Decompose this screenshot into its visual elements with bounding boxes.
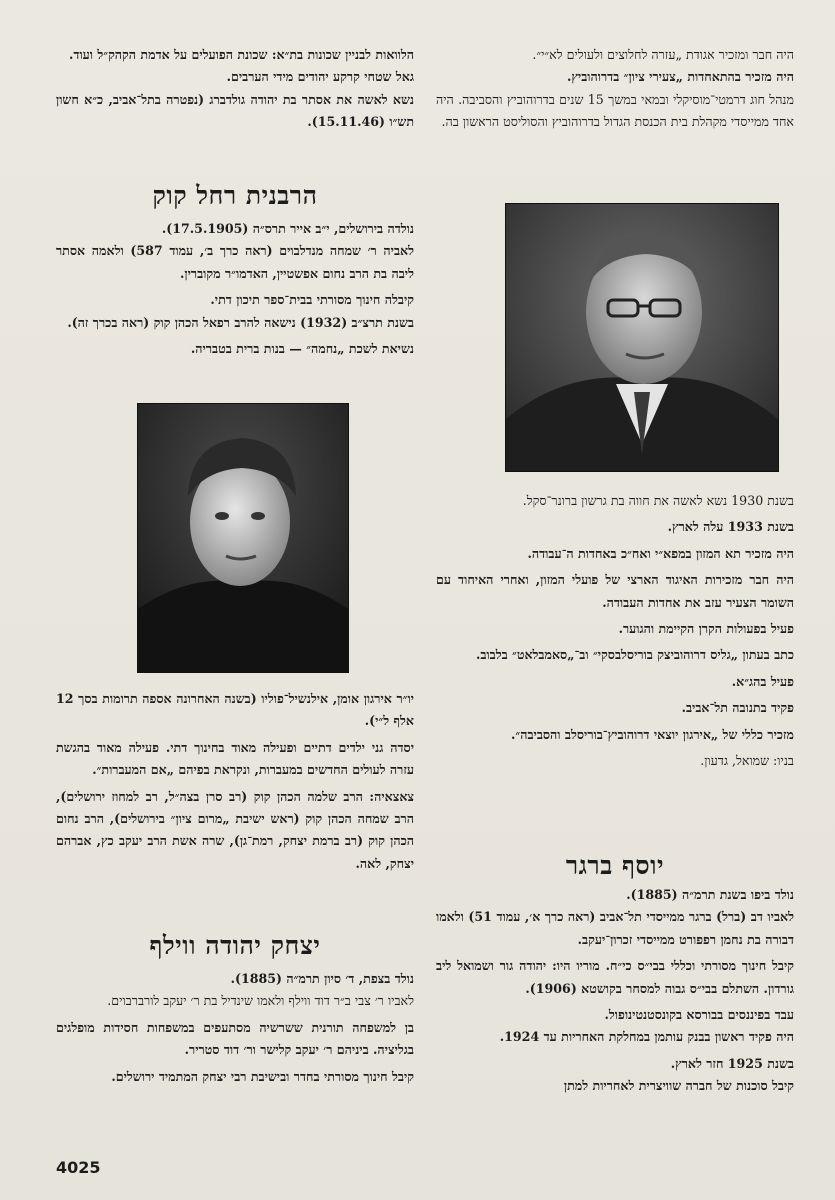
paragraph: לאביה ר׳ שמחה מנדלבוים (ראה כרך ב׳, עמוד 587) ולאמה אסתר ליבה בת הרב נחום אפשטיין, האדמו״ר מקוברין.	[56, 243, 414, 281]
entry-kook	[56, 178, 414, 360]
paragraph: הלוואות לבניין שכונות בת״א: שכונת הפועלים על אדמת הקהק״ל ועוד.	[69, 47, 414, 62]
paragraph: בשנת 1933 עלה לארץ.	[667, 519, 794, 535]
paragraph: נשא לאשה את אסתר בת יהודה גולדברג (נפטרה בתל־אביב, כ״א חשון תש״ו (15.11.46).	[56, 91, 414, 130]
paragraph: עבד בפיננסים בבורסא בקונסטנטינופול.	[604, 1007, 794, 1023]
portrait-photo-man	[505, 203, 779, 472]
entry-heading: יוסף ברגר	[565, 851, 665, 880]
entry-heading: יצחק יהודה ווילף	[149, 931, 321, 960]
paragraph: קיבל חינוך מסורתי וכללי בבי״ס כי״ח. מוריו היו: יהודה גור ושמואל ליב גורדון. השתלם בבי״ס גבוה למסחר בקושטא (1906).	[436, 958, 794, 996]
entry-wolf	[56, 928, 414, 1088]
right-column-continued	[436, 490, 794, 772]
paragraph: יו״ר אירגון אומן, אילנשיל־פוליו (בשנה האחרונה אספה תרומות בסך 12 אלף ל״י).	[56, 691, 414, 729]
portrait-photo-woman	[137, 403, 349, 673]
paragraph: בניו: שמואל, גדעון.	[700, 753, 794, 769]
paragraph: היה מזכיר תא המזון במפא״י ואח״כ באחדות ה־עבודה.	[527, 545, 794, 561]
entry-berger	[436, 848, 794, 1098]
paragraph: בשנת 1930 נשא לאשה את חווה בת גרשון ברונר־סקל.	[522, 493, 794, 508]
paragraph: בשנת 1925 חזר לארץ.	[670, 1055, 794, 1071]
paragraph: גאל שטחי קרקע יהודים מידי הערבים.	[226, 69, 414, 85]
paragraph: היה חבר ומזכיר אגודת „עזרה לחלוצים ולעולים לא״י״.	[532, 47, 794, 62]
paragraph: היה חבר מזכירות האיגוד הארצי של פועלי המזון, ואחרי האיחוד עם השומר הצעיר עזב את אחדות העבודה.	[436, 572, 794, 610]
paragraph: צאצאיה: הרב שלמה הכהן קוק (רב סרן בצה״ל, רב למחוז ירושלים), הרב שמחה הכהן קוק (ראש ישיבת „מרום ציון״ בירושלים), הרב נחום הכהן קוק (רב ברמת יצחק, רמת־גן), שרה אשת הרב יעקב כץ, אברהם יצחק, לאה.	[56, 788, 414, 871]
paragraph: בן למשפחה תורנית ששרשיה מסתעפים במשפחות חסידות מופלגים בגליציה. ביניהם ר׳ יעקב קלישר ור׳ דוד סטריר.	[56, 1019, 414, 1058]
paragraph: קיבל חינוך מסורתי בחדר ובישיבת רבי יצחק המתמיד ירושלים.	[111, 1068, 414, 1084]
paragraph: נולד בצפת, ד׳ סיון תרמ״ה (1885).	[230, 971, 414, 986]
right-column	[436, 44, 794, 134]
paragraph: יסדה גני ילדים דתיים ופעילה מאוד בחינוך דתי. פעילה מאוד בהגשת עזרה לעולים החדשים במעברות, ונקראת בפיהם „אם המעברות״.	[56, 739, 414, 778]
paragraph: בשנת תרצ״ב (1932) נישאה להרב רפאל הכהן קוק (ראה בכרך זה).	[67, 314, 414, 330]
paragraph: לאביו ר׳ צבי ב״ר דוד ווילף ולאמו שינדיל בת ר׳ יעקב לורברבוים.	[107, 993, 414, 1009]
page-number: 4025	[56, 1158, 101, 1177]
paragraph: כתב בעתון „גליס דרוהוביצק בוריסלבסקי״ וב־„סאמבלאט״ בלבוב.	[475, 647, 794, 663]
left-column-continued	[56, 688, 414, 875]
paragraph: היה מזכיר בהתאחדות „צעירי ציון״ בדרוהוביץ.	[566, 69, 794, 85]
paragraph: נולד ביפו בשנת תרמ״ה (1885).	[626, 887, 794, 902]
entry-heading: הרבנית רחל קוק	[152, 181, 318, 210]
paragraph: נשיאת לשכת „נחמה״ — בנות ברית בטבריה.	[190, 341, 414, 357]
paragraph: היה פקיד ראשון בבנק עותמן במחלקת האחריות עד 1924.	[499, 1029, 794, 1045]
paragraph: קיבלה חינוך מסורתי בבית־ספר תיכון דתי.	[210, 292, 414, 308]
paragraph: קיבל סוכנות של חברה שוויצרית לאחריות למתן	[563, 1078, 794, 1094]
paragraph: נולדה בירושלים, י״ב אייר תרס״ה (17.5.1905).	[161, 221, 414, 236]
left-column	[56, 44, 414, 134]
paragraph: פעיל בפעולות הקרן הקיימת והגוער.	[618, 621, 794, 637]
paragraph: לאביו דב (ברל) ברגר ממייסדי תל־אביב (ראה כרך א׳, עמוד 51) ולאמו דבורה בת נחמן רפפורט ממייסדי זכרון־יעקב.	[436, 909, 795, 947]
paragraph: פעיל בהג״א.	[731, 673, 794, 689]
paragraph: פקיד בתנובה תל־אביב.	[681, 700, 794, 716]
paragraph: מנהל חוג דרמטי־מוסיקלי ובמאי במשך 15 שנים בדרוהוביץ והסביבה. היה אחד ממייסדי מקהלת בית הכנסת הגדול בדרוהוביץ והסוליסט הראשון בה.	[436, 91, 794, 130]
paragraph: מזכיר כללי של „אירגון יוצאי דרוהוביץ־בוריסלב והסביבה״.	[511, 726, 794, 742]
